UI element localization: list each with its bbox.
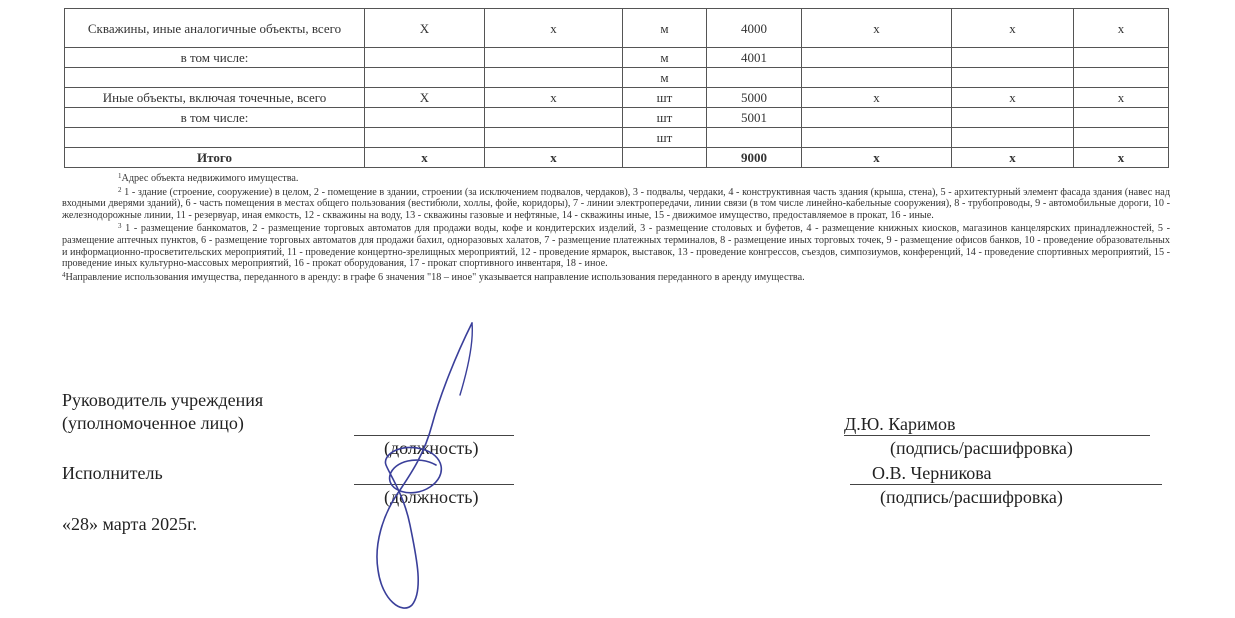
footnote-text: 1 - размещение банкоматов, 2 - размещение торговых автоматов для продажи воды, кофе и кондитерских изделий, 3 - размещение столовых и буфетов, 4 - размещение книжных киосков, магазинов канцелярских принадлежностей, 5 - размещение аптечных пунктов, 6 - размещение торговых автоматов для продажи бахил, одноразовых халатов, 7 - размещение платежных терминалов, 8 - размещение иных торговых точек, 9 - размещение офисов банков, 10 - проведение образовательных и информационно-просветительских мероприятий, 11 - проведение концертно-зрелищных мероприятий, 12 - проведение ярмарок, выставок, 13 - проведение конгрессов, съездов, симпозиумов, конференций, 14 - проведение спортивных мероприятий, 15 - проведение иных культурно-массовых мероприятий, 16 - прокат оборудования, 17 - прокат спортивного инвентаря, 18 - иное. (62, 223, 1170, 270)
table-cell (365, 108, 485, 128)
table-cell (952, 48, 1074, 68)
unit-cell: м (623, 48, 707, 68)
position-label-1: (должность) (384, 438, 479, 458)
table-cell (365, 68, 485, 88)
table-cell: Х (365, 88, 485, 108)
table-cell (1074, 68, 1169, 88)
table-cell: х (802, 88, 952, 108)
table-cell (485, 128, 623, 148)
head-name: Д.Ю. Каримов (844, 414, 956, 434)
table-cell (802, 108, 952, 128)
table-total-row (65, 148, 1169, 168)
footnotes (62, 171, 1170, 283)
signature-line-2 (850, 484, 1162, 485)
unit-cell: шт (623, 108, 707, 128)
decode-label-1: (подпись/расшифровка) (890, 438, 1073, 458)
executor-label: Исполнитель (62, 463, 163, 483)
table-cell (485, 68, 623, 88)
table-cell (952, 108, 1074, 128)
table-row (65, 88, 1169, 108)
table-cell (485, 108, 623, 128)
footnote-text: Направление использования имущества, переданного в аренду: в графе 6 значения "18 – иное" указывается направление использования переданного в аренду имущества. (65, 271, 805, 283)
table-row (65, 68, 1169, 88)
code-cell (707, 128, 802, 148)
object-name-cell: в том числе: (65, 48, 365, 68)
document-date: «28» марта 2025г. (62, 514, 197, 534)
unit-cell: м (623, 68, 707, 88)
unit-cell: м (623, 9, 707, 48)
table-cell: х (952, 88, 1074, 108)
footnote-3 (62, 221, 1170, 269)
table-cell: х (802, 148, 952, 168)
footnote-text: Адрес объекта недвижимого имущества. (121, 173, 299, 184)
table-cell: х (485, 9, 623, 48)
object-name-cell (65, 128, 365, 148)
table-cell: Х (365, 9, 485, 48)
table-row (65, 48, 1169, 68)
table-cell (365, 128, 485, 148)
object-name-cell (65, 68, 365, 88)
footnote-mark: 4 (62, 270, 66, 279)
code-cell: 9000 (707, 148, 802, 168)
footnote-mark: 2 (118, 185, 122, 194)
table-cell: х (1074, 9, 1169, 48)
table-cell (365, 48, 485, 68)
table-cell: х (952, 148, 1074, 168)
object-name-cell: в том числе: (65, 108, 365, 128)
footnote-mark: 3 (118, 222, 122, 231)
executor-name: О.В. Черникова (872, 463, 992, 483)
table-cell (1074, 48, 1169, 68)
footnote-2 (62, 185, 1170, 222)
table-cell: х (952, 9, 1074, 48)
table-cell: х (802, 9, 952, 48)
table-cell (1074, 108, 1169, 128)
table-cell (952, 68, 1074, 88)
code-cell: 5001 (707, 108, 802, 128)
table-cell (802, 128, 952, 148)
code-cell (707, 68, 802, 88)
footnote-text: 1 - здание (строение, сооружение) в целом, 2 - помещение в здании, строении (за исключением подвалов, чердаков), 3 - подвалы, чердаки, 4 - конструктивная часть здания (крыша, стена), 5 - архитектурный элемент фасада здания (навес над входными дверями зданий), 6 - часть помещения в местах общего пользования (вестибюли, холлы, фойе, коридоры), 7 - линии электропередачи, линии связи (в том числе линейно-кабельные сооружения), 8 - трубопроводы, 9 - автомобильные дороги, 10 - железнодорожные линии, 11 - резервуар, иная емкость, 12 - скважины на воду, 13 - скважины газовые и нефтяные, 14 - скважины иные, 15 - движимое имущество, предоставляемое в прокат, 16 - иные. (62, 186, 1170, 221)
table-cell (802, 68, 952, 88)
handwritten-signature-icon (360, 315, 520, 615)
table-row (65, 9, 1169, 48)
object-name-cell: Итого (65, 148, 365, 168)
footnote-4 (62, 270, 1170, 284)
head-subtitle: (уполномоченное лицо) (62, 413, 244, 433)
table-cell (1074, 128, 1169, 148)
objects-table (64, 8, 1169, 168)
table-row (65, 128, 1169, 148)
unit-cell: шт (623, 128, 707, 148)
code-cell: 4001 (707, 48, 802, 68)
signature-line-1 (844, 435, 1150, 436)
unit-cell (623, 148, 707, 168)
table-cell (485, 48, 623, 68)
position-label-2: (должность) (384, 487, 479, 507)
table-cell: х (1074, 88, 1169, 108)
unit-cell: шт (623, 88, 707, 108)
object-name-cell: Иные объекты, включая точечные, всего (65, 88, 365, 108)
footnote-mark: 1 (118, 172, 122, 180)
table-cell (952, 128, 1074, 148)
table-cell: х (365, 148, 485, 168)
table-row (65, 108, 1169, 128)
decode-label-2: (подпись/расшифровка) (880, 487, 1063, 507)
table-cell: х (1074, 148, 1169, 168)
code-cell: 5000 (707, 88, 802, 108)
table-cell: х (485, 88, 623, 108)
code-cell: 4000 (707, 9, 802, 48)
object-name-cell: Скважины, иные аналогичные объекты, всего (65, 9, 365, 48)
table-cell (802, 48, 952, 68)
head-title: Руководитель учреждения (62, 390, 264, 410)
footnote-1 (62, 171, 1170, 185)
table-cell: х (485, 148, 623, 168)
